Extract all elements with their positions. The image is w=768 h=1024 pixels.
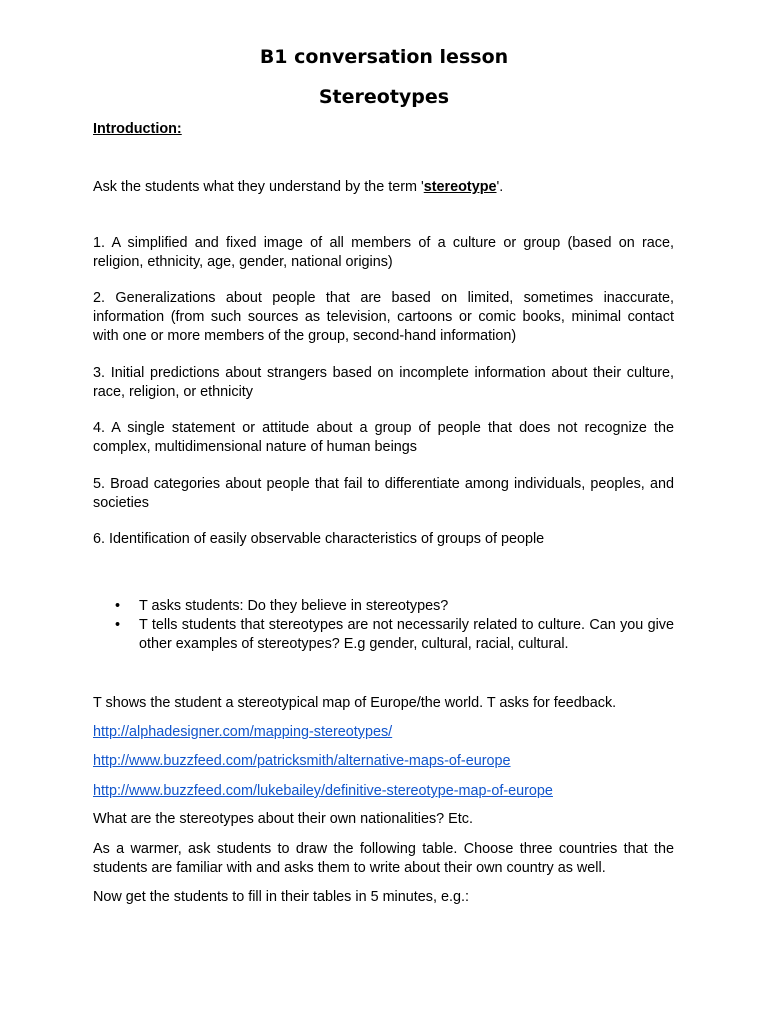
fill-in-paragraph: Now get the students to fill in their tables in 5 minutes, e.g.: [93, 889, 469, 905]
bullet-dot-icon: • [115, 598, 121, 614]
bullet-text-2: T tells students that stereotypes are not necessarily related to culture. Can you give other examples of stereotypes? E.g gender, cultural, racial, cultural. [139, 617, 674, 652]
link-alphadesigner-anchor[interactable]: http://alphadesigner.com/mapping-stereotypes/ [93, 724, 393, 740]
stereotype-term: stereotype [423, 179, 497, 195]
definition-2: 2. Generalizations about people that are based on limited, sometimes inaccurate, information (from such sources as television, cartoons or comic books, minimal contact with one or more members of the group, second-hand information) [93, 290, 674, 344]
document-title: B1 conversation lesson [259, 46, 509, 68]
warmer-paragraph: As a warmer, ask students to draw the following table. Choose three countries that the students are familiar with and asks them to write about their own country as well. [93, 841, 674, 876]
bullet-item-1 [93, 597, 674, 616]
link-buzzfeed-alternative-maps[interactable] [93, 752, 511, 771]
ask-text-after: '. [496, 179, 504, 195]
discussion-bullet-list [93, 597, 674, 654]
bullet-item-2 [93, 616, 674, 654]
link-buzzfeed-alternative-maps-anchor[interactable]: http://www.buzzfeed.com/patricksmith/alternative-maps-of-europe [93, 753, 511, 769]
bullet-dot-icon: • [115, 617, 121, 633]
document-subtitle: Stereotypes [318, 86, 450, 108]
link-buzzfeed-definitive-map-anchor[interactable]: http://www.buzzfeed.com/lukebailey/definitive-stereotype-map-of-europe [93, 783, 553, 799]
map-paragraph: T shows the student a stereotypical map of Europe/the world. T asks for feedback. [93, 695, 617, 711]
link-buzzfeed-definitive-map[interactable] [93, 782, 553, 801]
definition-5: 5. Broad categories about people that fail to differentiate among individuals, peoples, and societies [93, 476, 674, 511]
ask-students-paragraph [93, 178, 674, 197]
link-alphadesigner[interactable] [93, 723, 392, 742]
definition-1: 1. A simplified and fixed image of all members of a culture or group (based on race, religion, ethnicity, age, gender, national origins) [93, 235, 674, 270]
definition-4: 4. A single statement or attitude about a group of people that does not recognize the complex, multidimensional nature of human beings [93, 420, 674, 455]
definition-6: 6. Identification of easily observable characteristics of groups of people [93, 531, 545, 547]
definition-3: 3. Initial predictions about strangers based on incomplete information about their culture, race, religion, or ethnicity [93, 365, 674, 400]
introduction-heading: Introduction: [93, 121, 182, 137]
bullet-text-1: T asks students: Do they believe in stereotypes? [139, 598, 449, 614]
nationalities-question: What are the stereotypes about their own nationalities? Etc. [93, 811, 473, 827]
ask-text-before: Ask the students what they understand by the term ' [93, 179, 424, 195]
